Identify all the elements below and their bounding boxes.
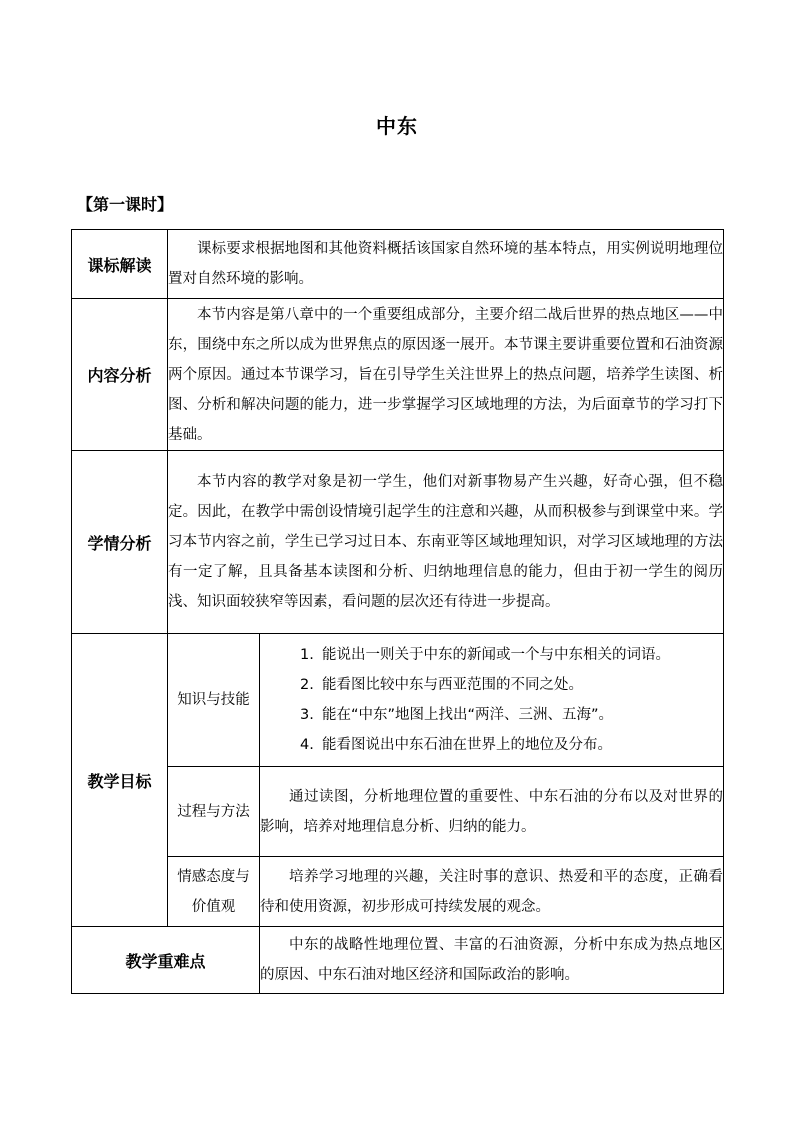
knowledge-item <box>300 640 717 670</box>
process-label: 过程与方法 <box>168 767 260 857</box>
page-title: 中东 <box>376 114 418 138</box>
keypoints-label: 教学重难点 <box>72 927 260 994</box>
item-number: 3. <box>300 707 314 723</box>
standard-text: 课标要求根据地图和其他资料概括该国家自然环境的基本特点，用实例说明地理位置对自然环境的影响。 <box>168 230 724 299</box>
students-label: 学情分析 <box>72 451 168 634</box>
row-goals-emotion <box>72 857 724 927</box>
emotion-text: 培养学习地理的兴趣，关注时事的意识、热爱和平的态度，正确看待和使用资源，初步形成可持续发展的观念。 <box>260 857 724 927</box>
standard-label: 课标解读 <box>72 230 168 299</box>
row-students <box>72 451 724 634</box>
row-goals-process <box>72 767 724 857</box>
emotion-label <box>168 857 260 927</box>
knowledge-list <box>260 634 723 766</box>
knowledge-item <box>300 700 717 730</box>
item-text: 能说出一则关于中东的新闻或一个与中东相关的词语。 <box>322 647 670 663</box>
item-text: 能看图说出中东石油在世界上的地位及分布。 <box>322 737 612 753</box>
lesson-plan-table <box>71 229 724 994</box>
item-text: 能在“中东”地图上找出“两洋、三洲、五海”。 <box>322 707 614 723</box>
section-heading: 【第一课时】 <box>77 195 174 214</box>
knowledge-label: 知识与技能 <box>168 634 260 767</box>
row-standard <box>72 230 724 299</box>
keypoints-text: 中东的战略性地理位置、丰富的石油资源，分析中东成为热点地区的原因、中东石油对地区经济和国际政治的影响。 <box>260 927 724 994</box>
item-number: 2. <box>300 677 314 693</box>
process-text: 通过读图，分析地理位置的重要性、中东石油的分布以及对世界的影响，培养对地理信息分析、归纳的能力。 <box>260 767 724 857</box>
knowledge-cell <box>260 634 724 767</box>
row-goals-knowledge <box>72 634 724 767</box>
item-text: 能看图比较中东与西亚范围的不同之处。 <box>322 677 583 693</box>
content-label: 内容分析 <box>72 299 168 451</box>
knowledge-item <box>300 730 717 760</box>
emotion-label-line1: 情感态度与 <box>177 868 250 885</box>
row-content <box>72 299 724 451</box>
row-keypoints <box>72 927 724 994</box>
content-text: 本节内容是第八章中的一个重要组成部分，主要介绍二战后世界的热点地区——中东，围绕中东之所以成为世界焦点的原因逐一展开。本节课主要讲重要位置和石油资源两个原因。通过本节课学习，旨在引导学生关注世界上的热点问题，培养学生读图、析图、分析和解决问题的能力，进一步掌握学习区域地理的方法，为后面章节的学习打下基础。 <box>168 299 724 451</box>
item-number: 1. <box>300 647 314 663</box>
students-text: 本节内容的教学对象是初一学生，他们对新事物易产生兴趣，好奇心强，但不稳定。因此，在教学中需创设情境引起学生的注意和兴趣，从而积极参与到课堂中来。学习本节内容之前，学生已学习过日本、东南亚等区域地理知识，对学习区域地理的方法有一定了解，且具备基本读图和分析、归纳地理信息的能力，但由于初一学生的阅历浅、知识面较狭窄等因素，看问题的层次还有待进一步提高。 <box>168 451 724 634</box>
item-number: 4. <box>300 737 314 753</box>
emotion-label-line2: 价值观 <box>191 898 236 915</box>
goals-label: 教学目标 <box>72 634 168 927</box>
knowledge-item <box>300 670 717 700</box>
